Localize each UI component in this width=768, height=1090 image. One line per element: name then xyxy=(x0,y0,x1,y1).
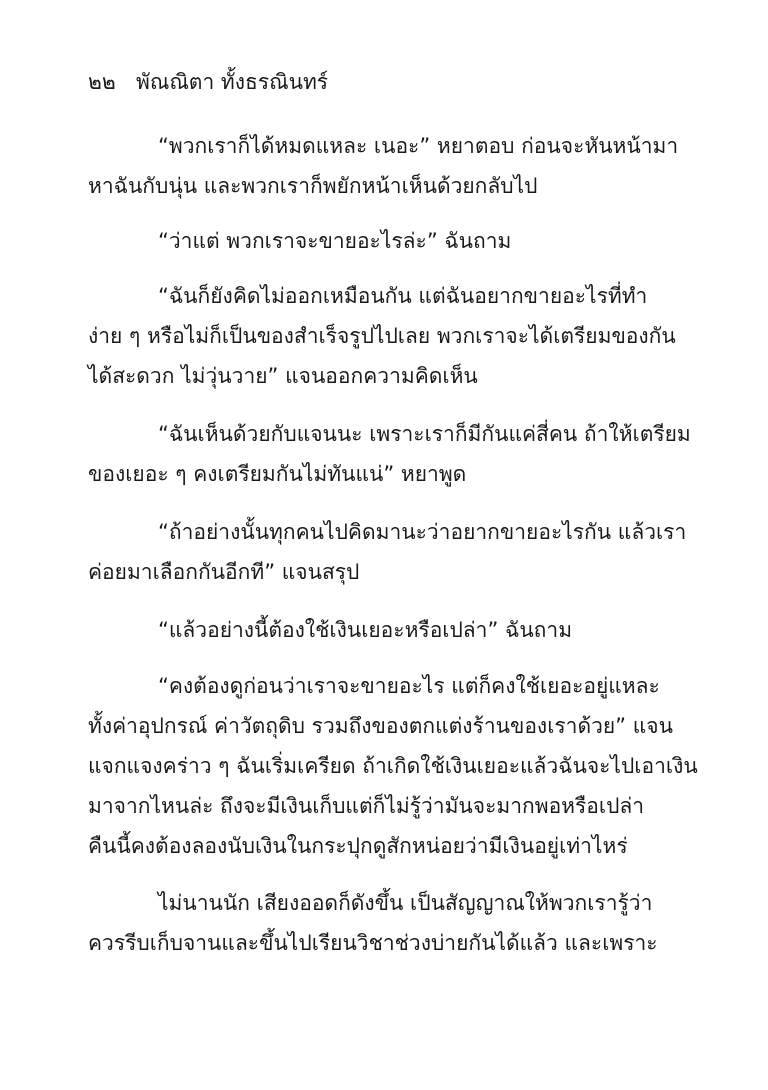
text-line: “ว่าแต่ พวกเราจะขายอะไรล่ะ” ฉันถาม xyxy=(158,229,512,253)
author-name: พัณณิตา ทั้งธรณินทร์ xyxy=(136,70,329,94)
text-line: มาจากไหนล่ะ ถึงจะมีเงินเก็บแต่ก็ไม่รู้ว่ามันจะมากพอหรือเปล่า xyxy=(88,794,645,818)
text-line: คืนนี้คงต้องลองนับเงินในกระปุกดูสักหน่อยว่ามีเงินอยู่เท่าไหร่ xyxy=(88,834,628,858)
text-line: ได้สะดวก ไม่วุ่นวาย” แจนออกความคิดเห็น xyxy=(88,364,478,388)
text-line: “ฉันเห็นด้วยกับแจนนะ เพราะเราก็มีกันแค่สี่คน ถ้าให้เตรียม xyxy=(158,422,691,446)
text-line: ของเยอะ ๆ คงเตรียมกันไม่ทันแน่” หยาพูด xyxy=(88,462,467,486)
text-line: ทั้งค่าอุปกรณ์ ค่าวัตถุดิบ รวมถึงของตกแต่งร้านของเราด้วย” แจน xyxy=(88,714,673,738)
text-line: “ฉันก็ยังคิดไม่ออกเหมือนกัน แต่ฉันอยากขายอะไรที่ทำ xyxy=(158,284,648,308)
page-number: ๒๒ xyxy=(88,70,116,94)
text-line: ควรรีบเก็บจานและขึ้นไปเรียนวิชาช่วงบ่ายกันได้แล้ว และเพราะ xyxy=(88,931,658,955)
text-line: “คงต้องดูก่อนว่าเราจะขายอะไร แต่ก็คงใช้เยอะอยู่แหละ xyxy=(158,674,660,698)
text-line: แจกแจงคร่าว ๆ ฉันเริ่มเครียด ถ้าเกิดใช้เงินเยอะแล้วฉันจะไปเอาเงิน xyxy=(88,754,698,778)
text-line: “ถ้าอย่างนั้นทุกคนไปคิดมานะว่าอยากขายอะไรกัน แล้วเรา xyxy=(158,520,687,544)
text-line: “แล้วอย่างนี้ต้องใช้เงินเยอะหรือเปล่า” ฉันถาม xyxy=(158,618,573,642)
text-line: “พวกเราก็ได้หมดแหละ เนอะ” หยาตอบ ก่อนจะหันหน้ามา xyxy=(158,134,679,158)
text-line: ค่อยมาเลือกกันอีกที” แจนสรุป xyxy=(88,560,360,584)
text-line: ไม่นานนัก เสียงออดก็ดังขึ้น เป็นสัญญาณให้พวกเรารู้ว่า xyxy=(158,891,653,915)
text-line: ง่าย ๆ หรือไม่ก็เป็นของสำเร็จรูปไปเลย พวกเราจะได้เตรียมของกัน xyxy=(88,324,676,348)
page-header xyxy=(88,62,328,102)
text-line: หาฉันกับนุ่น และพวกเราก็พยักหน้าเห็นด้วยกลับไป xyxy=(88,174,538,198)
